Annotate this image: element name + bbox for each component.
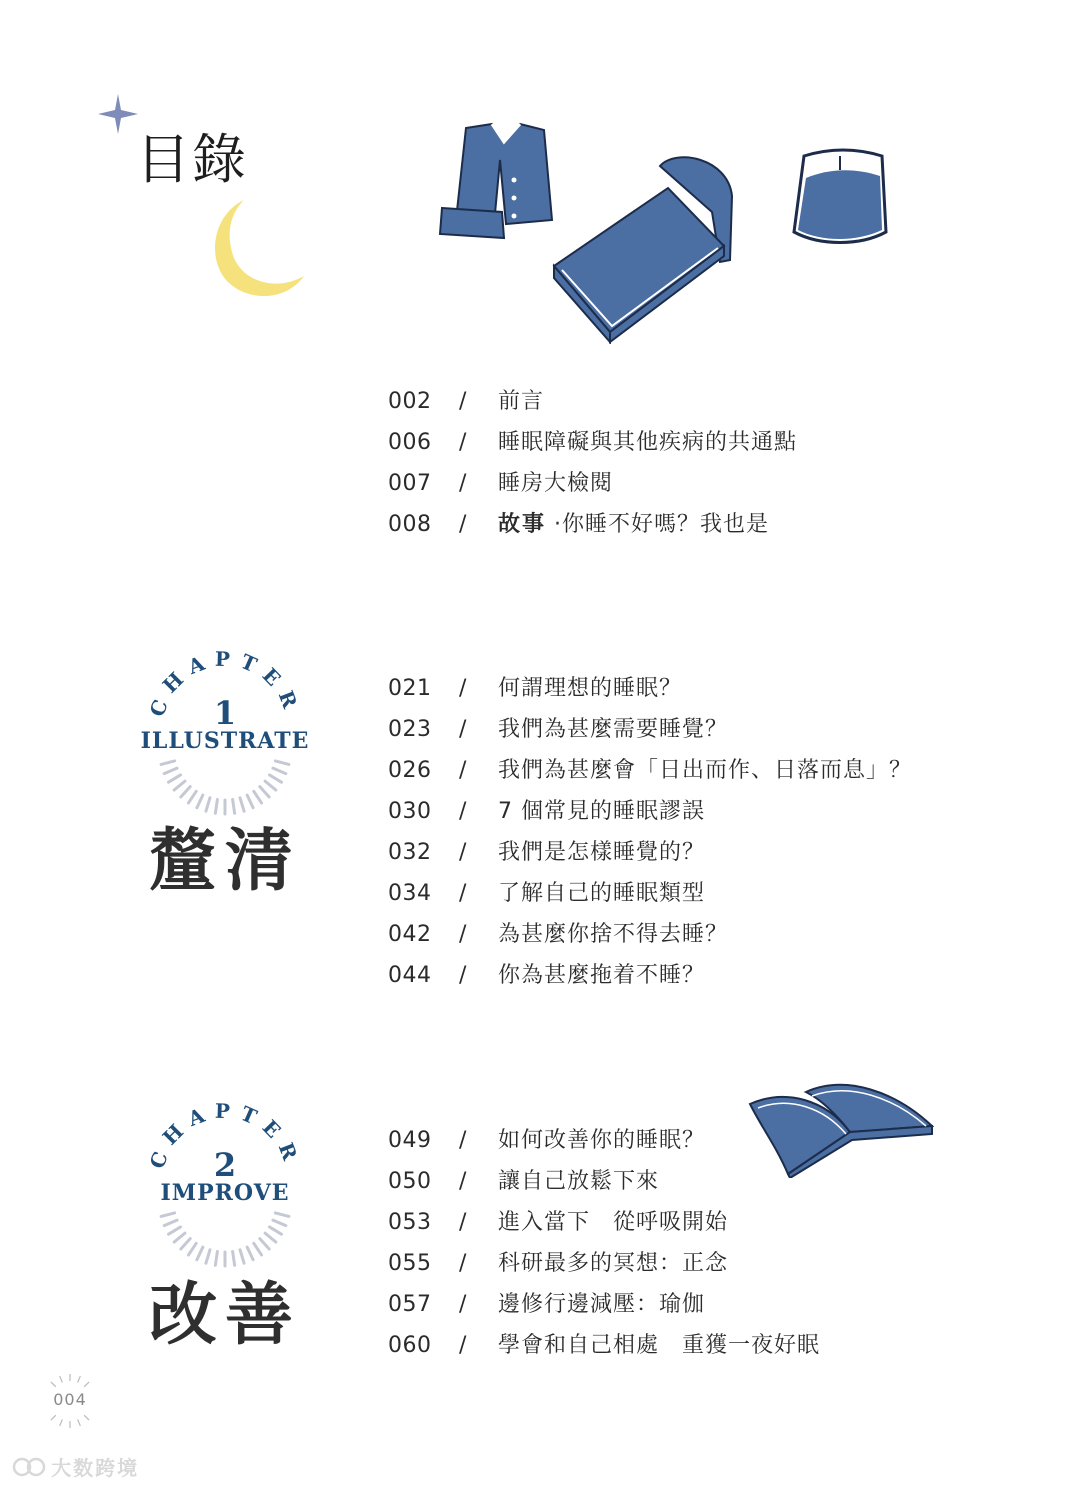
ornament-ray — [60, 1376, 63, 1382]
star-icon — [96, 92, 140, 136]
chapter-2-word: IMPROVE — [160, 1180, 290, 1206]
toc-title-rest: ·你睡不好嗎？我也是 — [554, 512, 770, 537]
toc-page-number: 007 — [388, 471, 432, 496]
chapter-2-number: 2 — [213, 1146, 237, 1184]
ornament-ray — [60, 1419, 63, 1425]
toc-title: 何謂理想的睡眠？ — [498, 676, 683, 701]
toc-title: 邊修行邊減壓：瑜伽 — [498, 1292, 706, 1317]
toc-title: 為甚麼你捨不得去睡？ — [498, 922, 729, 947]
watermark-logo-icon — [12, 1454, 46, 1480]
toc-entry[interactable] — [388, 1127, 988, 1168]
sunburst-ray — [215, 799, 217, 813]
bed-icon — [548, 148, 738, 344]
toc-separator: / — [459, 512, 467, 537]
toc-separator: / — [459, 758, 467, 783]
toc-page-number: 055 — [388, 1251, 432, 1276]
sunburst-ray — [181, 1239, 190, 1249]
toc-page-number: 026 — [388, 758, 432, 783]
toc-separator: / — [459, 1128, 467, 1153]
ornament-ray — [51, 1415, 56, 1420]
chapter-1-title: 釐清 — [148, 822, 301, 901]
sunburst-ray — [260, 1239, 269, 1249]
toc-title: 如何改善你的睡眠？ — [498, 1128, 706, 1153]
toc-separator: / — [459, 1251, 467, 1276]
toc-title: 了解自己的睡眠類型 — [498, 881, 706, 906]
toc-title: 進入當下 從呼吸開始 — [498, 1210, 729, 1235]
toc-separator: / — [459, 1333, 467, 1358]
toc-entry[interactable] — [388, 921, 988, 962]
sunburst-ray — [215, 1251, 217, 1265]
sunburst-ray — [164, 1220, 177, 1225]
toc-chapter-2 — [388, 1127, 988, 1373]
toc-title: 睡眠障礙與其他疾病的共通點 — [498, 430, 798, 455]
sunburst-ray — [197, 795, 203, 808]
sunburst-ray — [233, 799, 235, 813]
toc-separator: / — [459, 799, 467, 824]
sunburst-ray — [188, 791, 196, 803]
toc-separator: / — [459, 1210, 467, 1235]
toc-entry[interactable] — [388, 429, 988, 470]
watermark — [12, 1452, 139, 1481]
toc-entry[interactable] — [388, 880, 988, 921]
ornament-ray — [78, 1419, 81, 1425]
chapter-1-word: ILLUSTRATE — [140, 728, 310, 754]
toc-entry[interactable] — [388, 1209, 988, 1250]
toc-page-number: 023 — [388, 717, 432, 742]
toc-title: 學會和自己相處 重獲一夜好眠 — [498, 1333, 821, 1358]
sunburst-ray — [206, 1250, 210, 1263]
page-title: 目錄 — [136, 128, 248, 191]
toc-page-number: 044 — [388, 963, 432, 988]
sunburst-ray — [254, 1243, 262, 1255]
toc-entry[interactable] — [388, 757, 988, 798]
chapter-2-title: 改善 — [148, 1276, 301, 1355]
svg-text:CHAPTER: CHAPTER — [144, 1102, 306, 1172]
toc-title: 讓自己放鬆下來 — [498, 1169, 660, 1194]
toc-separator: / — [459, 1169, 467, 1194]
toc-separator: / — [459, 922, 467, 947]
toc-separator: / — [459, 881, 467, 906]
ornament-ray — [84, 1382, 89, 1387]
toc-title: 你為甚麼拖着不睡？ — [498, 963, 706, 988]
sunburst-ray — [197, 1247, 203, 1260]
toc-page-number: 021 — [388, 676, 432, 701]
sunburst-ray — [233, 1251, 235, 1265]
sunburst-ray — [174, 781, 185, 790]
page-number: 004 — [53, 1390, 87, 1409]
toc-separator: / — [459, 676, 467, 701]
toc-separator: / — [459, 389, 467, 414]
toc-separator: / — [459, 840, 467, 865]
toc-title-bold: 故事 — [498, 512, 547, 537]
ornament-ray — [78, 1376, 81, 1382]
toc-entry[interactable] — [388, 388, 988, 429]
sunburst-ray — [260, 787, 269, 797]
toc-entry[interactable] — [388, 1168, 988, 1209]
toc-entry[interactable] — [388, 470, 988, 511]
candle-icon — [790, 146, 890, 250]
sunburst-ray — [161, 1213, 175, 1216]
toc-entry[interactable] — [388, 1250, 988, 1291]
sunburst-ray — [269, 1227, 281, 1234]
sunburst-ray — [174, 1233, 185, 1242]
toc-title: 我們為甚麼需要睡覺？ — [498, 717, 729, 742]
toc-entry[interactable] — [388, 839, 988, 880]
sunburst-ray — [240, 798, 244, 811]
toc-page-number: 034 — [388, 881, 432, 906]
toc-page-number: 049 — [388, 1128, 432, 1153]
watermark-text: 大数跨境 — [51, 1456, 140, 1480]
toc-page-number: 057 — [388, 1292, 432, 1317]
sunburst-ray — [254, 791, 262, 803]
sunburst-ray — [269, 775, 281, 782]
toc-separator: / — [459, 1292, 467, 1317]
ornament-ray — [84, 1415, 89, 1420]
sunburst-ray — [169, 1227, 181, 1234]
sunburst-ray — [273, 1220, 286, 1225]
moon-icon — [204, 196, 308, 302]
sunburst-ray — [275, 1213, 289, 1216]
toc-page-number: 032 — [388, 840, 432, 865]
sunburst-ray — [161, 761, 175, 764]
toc-separator: / — [459, 717, 467, 742]
toc-title — [498, 511, 769, 539]
sunburst-ray — [265, 1233, 276, 1242]
sunburst-ray — [164, 768, 177, 773]
toc-entry[interactable] — [388, 962, 988, 1003]
toc-page-number: 008 — [388, 512, 432, 537]
toc-page-number: 060 — [388, 1333, 432, 1358]
toc-page-number: 006 — [388, 430, 432, 455]
sunburst-ray — [240, 1250, 244, 1263]
toc-intro — [388, 388, 988, 552]
ornament-ray — [51, 1382, 56, 1387]
toc-page-number: 042 — [388, 922, 432, 947]
toc-entry[interactable] — [388, 1332, 988, 1373]
toc-title: 睡房大檢閱 — [498, 471, 614, 496]
toc-title: 科研最多的冥想：正念 — [498, 1251, 729, 1276]
toc-title: 我們是怎樣睡覺的？ — [498, 840, 706, 865]
sunburst-ray — [206, 798, 210, 811]
sunburst-ray — [169, 775, 181, 782]
toc-chapter-1 — [388, 675, 988, 1003]
sunburst-ray — [273, 768, 286, 773]
svg-text:CHAPTER: CHAPTER — [144, 650, 306, 720]
toc-page-number: 030 — [388, 799, 432, 824]
pajamas-icon — [436, 120, 558, 244]
toc-page-number: 050 — [388, 1169, 432, 1194]
toc-title: 我們為甚麼會「日出而作、日落而息」？ — [498, 758, 913, 783]
sunburst-ray — [275, 761, 289, 764]
sunburst-ray — [181, 787, 190, 797]
chapter-1-number: 1 — [213, 694, 237, 732]
toc-separator: / — [459, 963, 467, 988]
chapter-1-badge — [125, 650, 325, 820]
toc-entry[interactable] — [388, 716, 988, 757]
toc-entry[interactable] — [388, 511, 988, 552]
toc-separator: / — [459, 430, 467, 455]
toc-page-number: 053 — [388, 1210, 432, 1235]
toc-entry[interactable] — [388, 675, 988, 716]
toc-entry[interactable] — [388, 1291, 988, 1332]
sunburst-ray — [188, 1243, 196, 1255]
toc-title: 前言 — [498, 389, 545, 414]
toc-title: 7 個常見的睡眠謬誤 — [498, 799, 705, 824]
chapter-2-badge — [125, 1102, 325, 1272]
sunburst-ray — [247, 1247, 253, 1260]
sunburst-ray — [265, 781, 276, 790]
toc-separator: / — [459, 471, 467, 496]
toc-page-number: 002 — [388, 389, 432, 414]
toc-entry[interactable] — [388, 798, 988, 839]
sunburst-ray — [247, 795, 253, 808]
